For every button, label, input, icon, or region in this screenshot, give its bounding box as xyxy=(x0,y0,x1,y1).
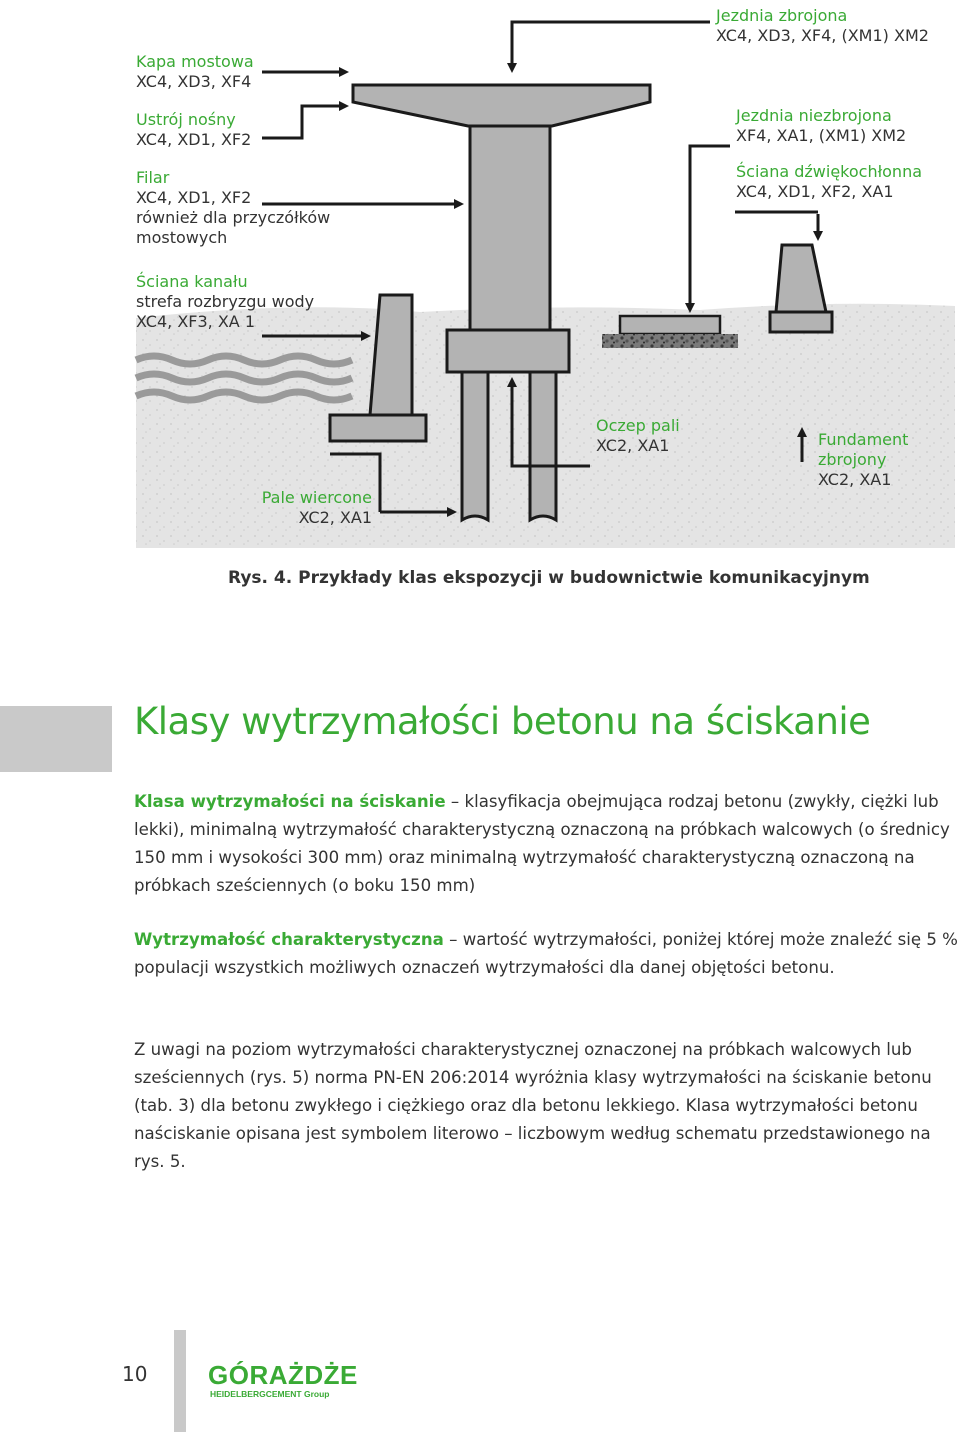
company-logo-sub: HEIDELBERGCEMENT Group xyxy=(210,1389,330,1399)
noise-barrier xyxy=(770,245,832,332)
company-logo: GÓRAŻDŻE xyxy=(208,1360,358,1390)
label-fundament xyxy=(818,430,908,490)
label-jezdnia-zbrojona-title: Jezdnia zbrojona xyxy=(716,6,848,25)
label-jezdnia-zbrojona-sub: XC4, XD3, XF4, (XM1) XM2 xyxy=(716,26,929,45)
paragraph-compressive-class xyxy=(134,788,960,900)
term-characteristic-strength: Wytrzymałość charakterystyczna xyxy=(134,930,444,949)
figure-caption: Rys. 4. Przykłady klas ekspozycji w budownictwie komunikacyjnym xyxy=(228,568,870,588)
paragraph-characteristic-strength xyxy=(134,926,960,982)
paragraph-standard: Z uwagi na poziom wytrzymałości charakterystycznej oznaczonej na próbkach walcowych lub sześciennych (rys. 5) norma PN-EN 206:2014 wyróżnia klasy wytrzymałości na ściskanie betonu (tab. 3) dla betonu zwykłego i ciężkiego oraz dla betonu lekkiego. Klasa wytrzymałości betonu naściskanie opisana jest symbolem literowo – liczbowym według schematu przedstawionego na rys. 5. xyxy=(134,1040,932,1171)
label-kanal xyxy=(136,272,314,332)
label-fundament-title1: Fundament xyxy=(818,430,909,449)
label-jezdnia-zbrojona xyxy=(716,6,929,46)
footer-bar xyxy=(174,1330,186,1432)
arrow-ustroj xyxy=(262,106,346,138)
definition-compressive-class: – klasyfikacja obejmująca rodzaj betonu (zwykły, ciężki lub lekki), minimalną wytrzymałość charakterystyczną oznaczoną na próbkach walcowych (o średnicy 150 mm i wysokości 300 mm) oraz minimalną wytrzymałość charakterystyczną oznaczoną na próbkach sześciennych (o boku 150 mm) xyxy=(134,792,950,895)
bridge-deck xyxy=(353,85,650,126)
section-heading: Klasy wytrzymałości betonu na ściskanie xyxy=(134,700,871,743)
label-kanal-sub1: strefa rozbryzgu wody xyxy=(136,292,315,311)
arrow-jezdnia-niezbrojona xyxy=(690,146,730,310)
arrow-jezdnia-zbrojona xyxy=(512,22,710,70)
pier xyxy=(470,125,550,330)
label-oczep xyxy=(596,416,680,456)
label-pale xyxy=(212,488,372,528)
label-ustroj xyxy=(136,110,251,150)
label-oczep-title: Oczep pali xyxy=(596,416,680,435)
pile-cap xyxy=(447,330,569,372)
label-fundament-sub: XC2, XA1 xyxy=(818,470,892,489)
label-kanal-sub2: XC4, XF3, XA 1 xyxy=(136,312,256,331)
label-sciana-dzwiek-sub: XC4, XD1, XF2, XA1 xyxy=(736,182,894,201)
label-kapa-sub: XC4, XD3, XF4 xyxy=(136,72,252,91)
label-oczep-sub: XC2, XA1 xyxy=(596,436,670,455)
label-sciana-dzwiek xyxy=(736,162,922,202)
label-ustroj-sub: XC4, XD1, XF2 xyxy=(136,130,252,149)
term-compressive-class: Klasa wytrzymałości na ściskanie xyxy=(134,792,446,811)
label-kapa-title: Kapa mostowa xyxy=(136,52,254,71)
definition-characteristic-strength: – wartość wytrzymałości, poniżej której może znaleźć się 5 % populacji wszystkich możliwych oznaczeń wytrzymałości dla danej objętości betonu. xyxy=(134,930,958,977)
label-ustroj-title: Ustrój nośny xyxy=(136,110,236,129)
heading-bar xyxy=(0,706,112,772)
label-fundament-title2: zbrojony xyxy=(818,450,887,469)
label-sciana-dzwiek-title: Ściana dźwiękochłonna xyxy=(736,162,923,181)
label-jezdnia-niezbrojona xyxy=(736,106,906,146)
label-jezdnia-niezbrojona-title: Jezdnia niezbrojona xyxy=(736,106,892,125)
road-slab xyxy=(620,316,720,334)
label-filar-title: Filar xyxy=(136,168,170,187)
page-number: 10 xyxy=(122,1362,148,1386)
label-pale-sub: XC2, XA1 xyxy=(298,508,372,527)
label-filar-sub3: mostowych xyxy=(136,228,228,247)
label-filar xyxy=(136,168,330,248)
label-jezdnia-niezbrojona-sub: XF4, XA1, (XM1) XM2 xyxy=(736,126,907,145)
label-kanal-title: Ściana kanału xyxy=(136,272,248,291)
road-gravel xyxy=(602,334,738,348)
label-kapa xyxy=(136,52,254,92)
label-filar-sub2: również dla przyczółków xyxy=(136,208,331,227)
label-filar-sub1: XC4, XD1, XF2 xyxy=(136,188,252,207)
label-pale-title: Pale wiercone xyxy=(261,488,372,507)
